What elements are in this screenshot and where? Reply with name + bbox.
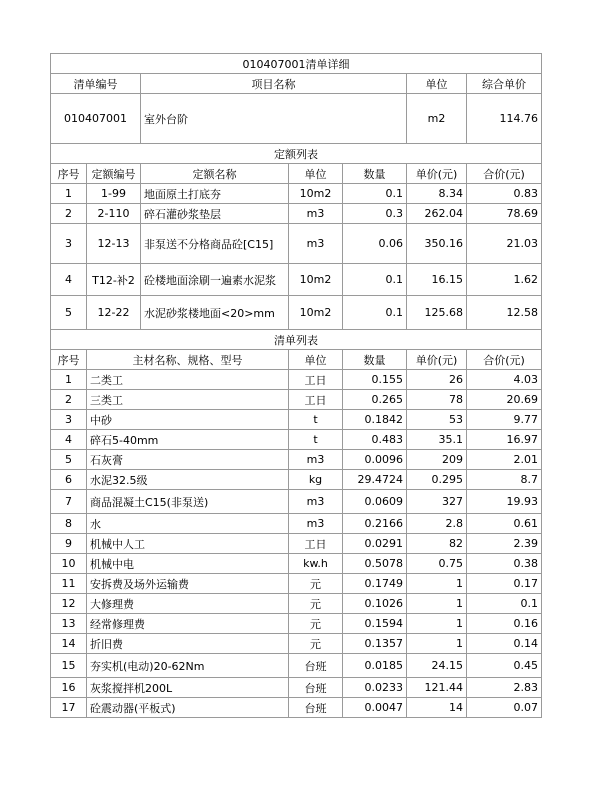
- quota-cell: 0.1: [343, 184, 407, 204]
- material-cell: 折旧费: [87, 634, 289, 654]
- column-header: 单位: [289, 164, 343, 184]
- material-cell: 机械中电: [87, 554, 289, 574]
- material-cell: 1: [407, 614, 467, 634]
- material-row: [51, 594, 542, 614]
- material-cell: 17: [51, 698, 87, 718]
- material-cell: 二类工: [87, 370, 289, 390]
- material-row: [51, 490, 542, 514]
- quota-cell: m3: [289, 224, 343, 264]
- column-header: 单价(元): [407, 350, 467, 370]
- quota-cell: 10m2: [289, 264, 343, 296]
- material-cell: m3: [289, 450, 343, 470]
- material-cell: 35.1: [407, 430, 467, 450]
- material-cell: 2.83: [467, 678, 542, 698]
- material-cell: 0.75: [407, 554, 467, 574]
- material-row: [51, 654, 542, 678]
- quota-cell: 水泥砂浆楼地面<20>mm: [141, 296, 289, 330]
- material-cell: 121.44: [407, 678, 467, 698]
- material-cell: 1: [407, 634, 467, 654]
- material-cell: 0.38: [467, 554, 542, 574]
- material-row: [51, 634, 542, 654]
- material-cell: 9.77: [467, 410, 542, 430]
- material-cell: 78: [407, 390, 467, 410]
- material-cell: 0.16: [467, 614, 542, 634]
- material-cell: t: [289, 430, 343, 450]
- material-cell: 经常修理费: [87, 614, 289, 634]
- quota-cell: 1: [51, 184, 87, 204]
- quota-cell: 78.69: [467, 204, 542, 224]
- material-cell: 2.39: [467, 534, 542, 554]
- material-cell: 4.03: [467, 370, 542, 390]
- material-cell: 0.61: [467, 514, 542, 534]
- quota-cell: 1.62: [467, 264, 542, 296]
- material-cell: 0.1842: [343, 410, 407, 430]
- material-header-row: [51, 350, 542, 370]
- unit-price-header: 综合单价: [467, 74, 542, 94]
- material-cell: 14: [407, 698, 467, 718]
- material-cell: 0.0609: [343, 490, 407, 514]
- unit-header: 单位: [407, 74, 467, 94]
- material-row: [51, 554, 542, 574]
- material-row: [51, 514, 542, 534]
- material-cell: 8: [51, 514, 87, 534]
- material-cell: 0.07: [467, 698, 542, 718]
- material-cell: 大修理费: [87, 594, 289, 614]
- material-cell: 工日: [289, 390, 343, 410]
- quota-cell: 125.68: [407, 296, 467, 330]
- material-cell: 台班: [289, 678, 343, 698]
- material-row: [51, 430, 542, 450]
- material-cell: 5: [51, 450, 87, 470]
- quota-header-row: [51, 164, 542, 184]
- bill-unit-price: 114.76: [467, 94, 542, 144]
- column-header: 数量: [343, 350, 407, 370]
- table-title: 010407001清单详细: [51, 54, 542, 74]
- quota-cell: 350.16: [407, 224, 467, 264]
- material-cell: 元: [289, 634, 343, 654]
- material-cell: 0.0291: [343, 534, 407, 554]
- material-cell: 0.155: [343, 370, 407, 390]
- material-row: [51, 410, 542, 430]
- project-name: 室外台阶: [141, 94, 407, 144]
- material-cell: 11: [51, 574, 87, 594]
- material-row: [51, 614, 542, 634]
- material-cell: 0.0047: [343, 698, 407, 718]
- column-header: 单价(元): [407, 164, 467, 184]
- bill-unit: m2: [407, 94, 467, 144]
- material-cell: 机械中人工: [87, 534, 289, 554]
- material-cell: 工日: [289, 370, 343, 390]
- quota-cell: 非泵送不分格商品砼[C15]: [141, 224, 289, 264]
- material-row: [51, 450, 542, 470]
- quota-section-title: 定额列表: [51, 144, 542, 164]
- material-cell: 商品混凝土C15(非泵送): [87, 490, 289, 514]
- material-cell: 14: [51, 634, 87, 654]
- column-header: 合价(元): [467, 164, 542, 184]
- material-cell: 0.1: [467, 594, 542, 614]
- quota-row: [51, 296, 542, 330]
- material-row: [51, 390, 542, 410]
- material-cell: 0.1026: [343, 594, 407, 614]
- quota-cell: 16.15: [407, 264, 467, 296]
- column-header: 数量: [343, 164, 407, 184]
- quota-cell: 262.04: [407, 204, 467, 224]
- material-cell: 16.97: [467, 430, 542, 450]
- material-cell: 2.01: [467, 450, 542, 470]
- quota-row: [51, 264, 542, 296]
- bill-item-row: [51, 94, 542, 144]
- material-row: [51, 534, 542, 554]
- column-header: 定额名称: [141, 164, 289, 184]
- material-cell: 0.1749: [343, 574, 407, 594]
- material-cell: 209: [407, 450, 467, 470]
- material-rows: [51, 370, 542, 718]
- material-cell: 灰浆搅拌机200L: [87, 678, 289, 698]
- material-cell: 0.0233: [343, 678, 407, 698]
- quota-rows: [51, 184, 542, 330]
- material-cell: 三类工: [87, 390, 289, 410]
- material-cell: 6: [51, 470, 87, 490]
- quota-cell: 12-22: [87, 296, 141, 330]
- quota-cell: 10m2: [289, 184, 343, 204]
- quota-cell: 地面原土打底夯: [141, 184, 289, 204]
- quota-cell: 8.34: [407, 184, 467, 204]
- quota-cell: 12-13: [87, 224, 141, 264]
- quota-cell: 3: [51, 224, 87, 264]
- material-cell: m3: [289, 490, 343, 514]
- material-row: [51, 574, 542, 594]
- material-cell: 29.4724: [343, 470, 407, 490]
- material-cell: 1: [407, 594, 467, 614]
- column-header: 单位: [289, 350, 343, 370]
- material-cell: 24.15: [407, 654, 467, 678]
- material-cell: 53: [407, 410, 467, 430]
- material-cell: kg: [289, 470, 343, 490]
- quota-cell: 0.1: [343, 296, 407, 330]
- quota-cell: m3: [289, 204, 343, 224]
- material-cell: 10: [51, 554, 87, 574]
- bill-header-row: [51, 74, 542, 94]
- material-cell: 3: [51, 410, 87, 430]
- material-cell: 0.14: [467, 634, 542, 654]
- material-cell: 0.1594: [343, 614, 407, 634]
- material-cell: 0.295: [407, 470, 467, 490]
- material-cell: 夯实机(电动)20-62Nm: [87, 654, 289, 678]
- material-cell: 台班: [289, 654, 343, 678]
- quota-cell: 21.03: [467, 224, 542, 264]
- quota-row: [51, 204, 542, 224]
- material-cell: 0.17: [467, 574, 542, 594]
- material-cell: 0.483: [343, 430, 407, 450]
- quota-cell: 0.06: [343, 224, 407, 264]
- material-cell: 元: [289, 614, 343, 634]
- material-cell: 台班: [289, 698, 343, 718]
- material-cell: 0.45: [467, 654, 542, 678]
- quota-cell: 4: [51, 264, 87, 296]
- material-cell: 水泥32.5级: [87, 470, 289, 490]
- material-cell: 0.2166: [343, 514, 407, 534]
- material-row: [51, 678, 542, 698]
- material-cell: 水: [87, 514, 289, 534]
- material-cell: 82: [407, 534, 467, 554]
- quota-cell: 砼楼地面涂刷一遍素水泥浆: [141, 264, 289, 296]
- quota-cell: 0.3: [343, 204, 407, 224]
- material-cell: 0.0096: [343, 450, 407, 470]
- material-section-title: 清单列表: [51, 330, 542, 350]
- column-header: 主材名称、规格、型号: [87, 350, 289, 370]
- column-header: 序号: [51, 350, 87, 370]
- material-cell: kw.h: [289, 554, 343, 574]
- quota-cell: 2-110: [87, 204, 141, 224]
- quota-row: [51, 224, 542, 264]
- material-cell: 安拆费及场外运输费: [87, 574, 289, 594]
- material-cell: 2.8: [407, 514, 467, 534]
- column-header: 定额编号: [87, 164, 141, 184]
- material-cell: 元: [289, 574, 343, 594]
- material-row: [51, 370, 542, 390]
- bill-detail-table: [50, 53, 542, 718]
- quota-cell: 0.83: [467, 184, 542, 204]
- bill-code-header: 清单编号: [51, 74, 141, 94]
- material-section-title-row: [51, 330, 542, 350]
- material-cell: 中砂: [87, 410, 289, 430]
- material-cell: 0.1357: [343, 634, 407, 654]
- quota-cell: 0.1: [343, 264, 407, 296]
- title-row: [51, 54, 542, 74]
- quota-row: [51, 184, 542, 204]
- material-cell: 0.265: [343, 390, 407, 410]
- quota-section-title-row: [51, 144, 542, 164]
- material-cell: 7: [51, 490, 87, 514]
- material-cell: 15: [51, 654, 87, 678]
- column-header: 合价(元): [467, 350, 542, 370]
- quota-cell: 10m2: [289, 296, 343, 330]
- material-cell: 砼震动器(平板式): [87, 698, 289, 718]
- material-cell: 0.5078: [343, 554, 407, 574]
- material-cell: 元: [289, 594, 343, 614]
- material-cell: 0.0185: [343, 654, 407, 678]
- material-cell: 26: [407, 370, 467, 390]
- material-row: [51, 470, 542, 490]
- material-cell: 1: [51, 370, 87, 390]
- material-cell: 20.69: [467, 390, 542, 410]
- column-header: 序号: [51, 164, 87, 184]
- quota-cell: T12-补2: [87, 264, 141, 296]
- material-cell: 8.7: [467, 470, 542, 490]
- material-cell: 石灰膏: [87, 450, 289, 470]
- project-name-header: 项目名称: [141, 74, 407, 94]
- bill-code: 010407001: [51, 94, 141, 144]
- material-cell: t: [289, 410, 343, 430]
- quota-cell: 碎石灌砂浆垫层: [141, 204, 289, 224]
- material-row: [51, 698, 542, 718]
- material-cell: 工日: [289, 534, 343, 554]
- quota-cell: 5: [51, 296, 87, 330]
- material-cell: 13: [51, 614, 87, 634]
- material-cell: 12: [51, 594, 87, 614]
- material-cell: 9: [51, 534, 87, 554]
- material-cell: 1: [407, 574, 467, 594]
- material-cell: 2: [51, 390, 87, 410]
- material-cell: 327: [407, 490, 467, 514]
- material-cell: m3: [289, 514, 343, 534]
- quota-cell: 12.58: [467, 296, 542, 330]
- material-cell: 碎石5-40mm: [87, 430, 289, 450]
- material-cell: 4: [51, 430, 87, 450]
- quota-cell: 2: [51, 204, 87, 224]
- quota-cell: 1-99: [87, 184, 141, 204]
- material-cell: 16: [51, 678, 87, 698]
- material-cell: 19.93: [467, 490, 542, 514]
